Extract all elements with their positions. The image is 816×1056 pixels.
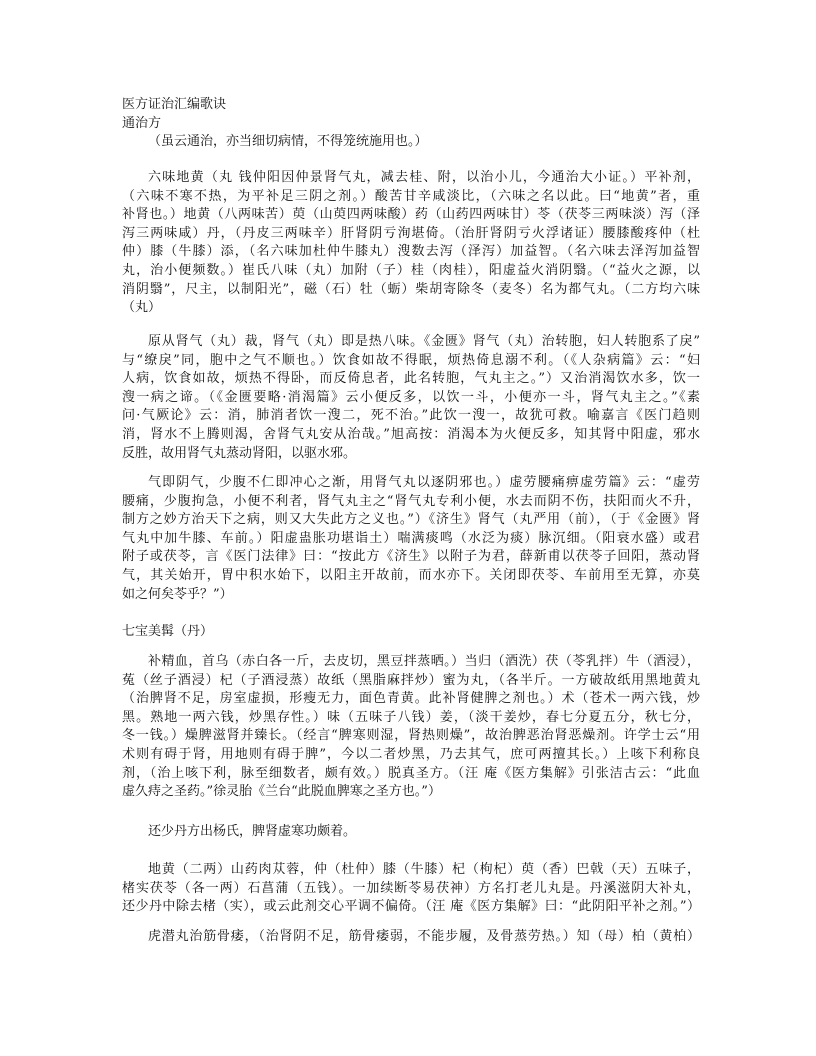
- paragraph: [122, 333, 700, 463]
- paragraph-line: 还少丹方出杨氏，脾肾虚寒功颇着。: [148, 824, 357, 839]
- paragraph-line: 气，其关始开，胃中积水始下，以阳主开故前，而水亦下。关闭即茯苓、车前用至无算，亦莫: [122, 567, 700, 583]
- paragraph-line: 丸，治小便频数。）崔氏八味（丸）加附（子）桂（肉桂），阳虚益火消阴翳。（“益火之源，以: [122, 262, 700, 278]
- paragraph-line: 原从肾气（丸）裁，肾气（丸）即是热八味。《金匮》肾气（丸）治转胞，妇人转胞系了戾”: [148, 334, 700, 349]
- paragraph-line: 消阴翳”，尺主，以制阳光”，磁（石）牡（蛎）柴胡寄除冬（麦冬）名为都气丸。（二方均六味: [122, 281, 700, 297]
- section-note: （虽云通治，亦当细切病情，不得笼统施用也。）: [148, 134, 428, 150]
- paragraph-line: （六味不寒不热，为平补足三阴之剂。）酸苦甘辛咸淡比，（六味之名以此。曰“地黄”者，重: [122, 188, 700, 204]
- paragraph-line: 楮实茯苓（各一两）石菖蒲（五钱）。一加续断苓易茯神）方名打老儿丸是。丹溪滋阴大补丸，: [122, 880, 700, 896]
- paragraph-line: 反胜，故用肾气丸蒸动肾阳，以驱水邪。: [122, 445, 357, 461]
- paragraph-line: 气即阴气，少腹不仁即冲心之渐，用肾气丸以逐阴邪也。）虚劳腰痛痹虚劳篇》云：“虚劳: [148, 475, 700, 490]
- paragraph-line: 黑。熟地一两六钱，炒黑存性。）味（五味子八钱）姜，（淡干姜炒，春七分夏五分，秋七分，: [122, 709, 700, 725]
- paragraph-line: 制方之妙方治天下之病，则又大失此方之义也。”）《济生》肾气（丸严用（前），（于《金匮》肾: [122, 512, 700, 528]
- paragraph: [122, 928, 700, 947]
- paragraph-line: 泻三两味咸）丹，（丹皮三两味辛）肝肾阴亏洵堪倚。（治肝肾阴亏火浮诸证）腰膝酸疼仲（杜: [122, 225, 700, 241]
- paragraph-line: 地黄（二两）山药肉苁蓉，仲（杜仲）膝（牛膝）杞（枸杞）萸（香）巴戟（天）五味子，: [148, 862, 700, 877]
- document-title-block: [122, 96, 700, 152]
- paragraph: [122, 653, 700, 802]
- paragraph-line: 术则有碍于肾，用地则有碍于脾”，今以二者炒黑，乃去其气，庶可两擅其长。）上咳下利称良: [122, 746, 700, 762]
- paragraph-line: 六味地黄（丸 钱仲阳因仲景肾气丸，减去桂、附，以治小儿，今通治大小证。）平补剂，: [148, 170, 700, 185]
- paragraph-line: 溲一病之谛。（《金匮要略·消渴篇》云小便反多，以饮一斗，小便亦一斗，肾气丸主之。”《素: [122, 389, 700, 405]
- paragraph-line: （治脾肾不足，房室虚损，形瘦无力，面色青黄。此补肾健脾之剂也。）术（苍术一两六钱，炒: [122, 691, 700, 707]
- paragraph: [122, 823, 700, 842]
- paragraph-line: 消，肾水不上腾则渴，舍肾气丸安从治哉。”旭高按：消渴本为火便反多，知其肾中阳虚，邪水: [122, 426, 700, 442]
- paragraph-line: 如之何矣苓乎？”）: [122, 586, 233, 602]
- document-title: 医方证治汇编歌诀: [122, 97, 227, 112]
- paragraph-line: 附子或茯苓，言《医门法律》曰：“按此方《济生》以附子为君，薛新甫以茯苓子回阳，蒸动肾: [122, 549, 700, 565]
- paragraph-line: 与“缭戾”同，胞中之气不顺也。）饮食如故不得眠，烦热倚息溺不利。（《人杂病篇》云：“妇: [122, 352, 700, 368]
- paragraph-line: 虎潜丸治筋骨痿，（治肾阴不足，筋骨痿弱，不能步履，及骨蒸劳热。）知（母）柏（黄柏）: [148, 929, 700, 944]
- paragraph-line: 人病，饮食如故，烦热不得卧，而反倚息者，此名转胞，气丸主之。”）又治消渴饮水多，饮一: [122, 371, 700, 387]
- paragraph-line: 虚久痔之圣药。”徐灵胎《兰台“此脱血脾寒之圣方也。”）: [122, 784, 441, 800]
- paragraph: [122, 861, 700, 917]
- recipe-heading: 七宝美髯（丹）: [122, 624, 214, 639]
- paragraph-line: 剂，（治上咳下利，脉至细数者，颇有效。）脱真圣方。（汪 庵《医方集解》引张洁古云：“此血: [122, 765, 700, 781]
- paragraph-line: 还少丹中除去楮（实），或云此剂交心平调不偏倚。（汪 庵《医方集解》曰：“此阴阳平补之剂。”）: [122, 899, 700, 915]
- paragraph-line: 菟（丝子酒浸）杞（子酒浸蒸）故纸（黑脂麻拌炒）蜜为丸，（各半斤。一方破故纸用黑地黄丸: [122, 672, 700, 688]
- paragraph-line: 冬一钱。）燥脾滋肾并臻长。（经言“脾寒则湿，肾热则燥”，故治脾恶治肾恶燥剂。许学士云“用: [122, 728, 700, 744]
- paragraph-line: 补肾也。）地黄（八两味苦）萸（山萸四两味酸）药（山药四两味甘）苓（茯苓三两味淡）泻（泽: [122, 207, 700, 223]
- paragraph-line: 腰痛，少腹拘急，小便不利者，肾气丸主之“肾气丸专利小便，水去而阴不伤，扶阳而火不升，: [122, 493, 700, 509]
- paragraph-line: 问·气厥论》云：消，肺消者饮一溲二，死不治。”此饮一溲一，故犹可救。喻嘉言《医门趋则: [122, 408, 700, 424]
- paragraph: [122, 474, 700, 604]
- paragraph-line: 气丸中加牛膝、车前。）阳虚蛊胀功堪诣土）喘满痰鸣（水泛为痰）脉沉细。（阳衰水盛）或君: [122, 530, 700, 546]
- paragraph: [122, 169, 700, 318]
- paragraph-line: 仲）膝（牛膝）添，（名六味加杜仲牛膝丸）溲数去泻（泽泻）加益智。（名六味去泽泻加益智: [122, 244, 700, 260]
- paragraph-line: （丸）: [122, 300, 162, 316]
- recipe-heading-block: [122, 623, 700, 642]
- section-heading: 通治方: [122, 115, 162, 131]
- paragraph-line: 补精血，首乌（赤白各一斤，去皮切，黑豆拌蒸晒。）当归（酒洗）茯（苓乳拌）牛（酒浸），: [148, 654, 700, 669]
